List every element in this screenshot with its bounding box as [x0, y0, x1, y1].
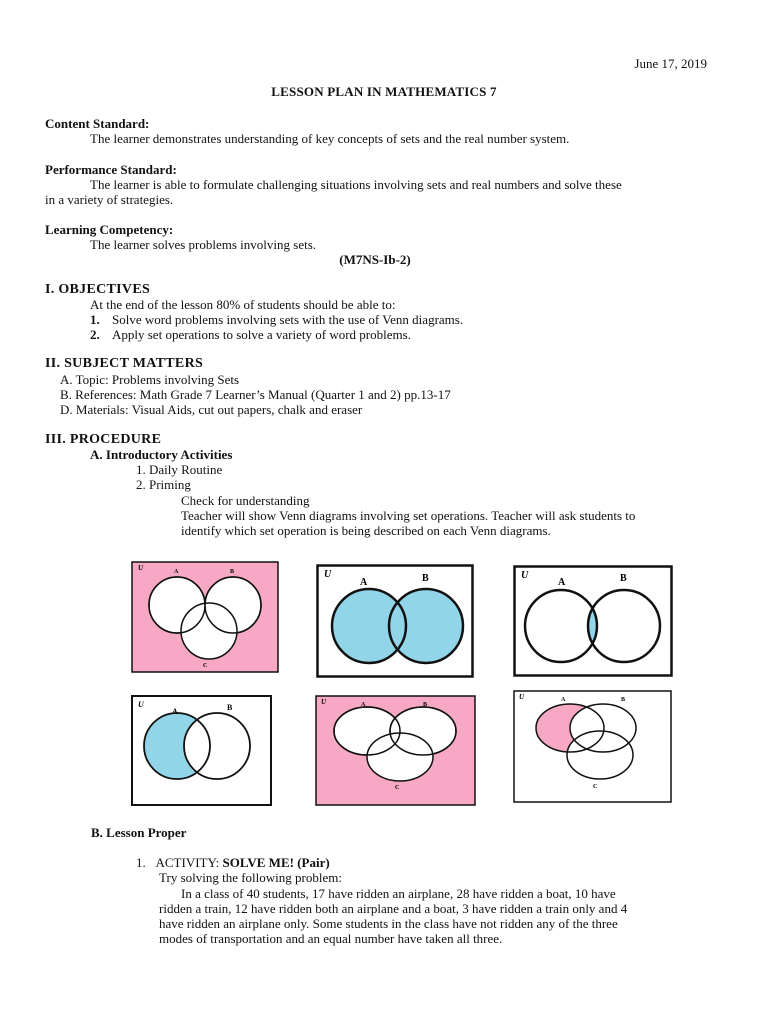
competency-code: (M7NS-Ib-2) — [339, 252, 411, 267]
venn-label-b: B — [423, 702, 428, 708]
performance-standard-line2: in a variety of strategies. — [45, 192, 174, 207]
subject-matters-heading: II. SUBJECT MATTERS — [45, 356, 204, 371]
learning-competency-heading: Learning Competency: — [45, 222, 174, 237]
venn-circle-c — [181, 603, 237, 659]
content-standard-heading: Content Standard: — [45, 116, 150, 131]
venn-label-u: U — [521, 570, 529, 581]
objective-text: Apply set operations to solve a variety of word problems. — [112, 327, 411, 342]
problem-line1: In a class of 40 students, 17 have ridden an airplane, 28 have ridden a boat, 10 have — [181, 886, 616, 901]
performance-standard-heading: Performance Standard: — [45, 162, 177, 177]
venn-label-u: U — [321, 698, 327, 706]
venn-label-a: A — [360, 577, 368, 588]
venn-label-b: B — [620, 573, 627, 584]
objective-number: 1. — [90, 312, 100, 327]
learning-competency-text: The learner solves problems involving sets. — [90, 237, 317, 252]
venn-label-a: A — [361, 702, 366, 708]
venn-diagram-2 — [316, 564, 474, 678]
procedure-description-line2: identify which set operation is being described on each Venn diagrams. — [181, 523, 551, 538]
objective-item — [90, 312, 463, 327]
activity-line — [136, 855, 330, 870]
venn-diagram-3 — [513, 565, 673, 677]
procedure-description-line1: Teacher will show Venn diagrams involving set operations. Teacher will ask students to — [181, 508, 636, 523]
subject-matter-item: B. References: Math Grade 7 Learner’s Manual (Quarter 1 and 2) pp.13-17 — [60, 387, 451, 402]
procedure-heading: III. PROCEDURE — [45, 432, 162, 447]
venn-label-b: B — [227, 703, 233, 712]
venn-label-b: B — [422, 573, 429, 584]
venn-label-a: A — [561, 697, 566, 703]
content-standard-text: The learner demonstrates understanding of key concepts of sets and the real number system. — [90, 131, 570, 146]
venn-diagram-6 — [513, 690, 672, 803]
venn-label-u: U — [324, 569, 332, 580]
objectives-intro: At the end of the lesson 80% of students should be able to: — [90, 297, 396, 312]
performance-standard-line1: The learner is able to formulate challenging situations involving sets and real numbers and solve these — [90, 177, 622, 192]
subject-matter-item: D. Materials: Visual Aids, cut out papers, chalk and eraser — [60, 402, 363, 417]
venn-label-c: C — [395, 785, 400, 791]
objective-number: 2. — [90, 327, 100, 342]
venn-diagram-5 — [315, 695, 476, 806]
subject-matter-item: A. Topic: Problems involving Sets — [60, 372, 240, 387]
venn-diagram-1 — [131, 561, 279, 673]
venn-diagram-4 — [131, 695, 272, 806]
venn-label-u: U — [138, 564, 144, 572]
step-priming: 2. Priming — [136, 477, 191, 492]
document-date: June 17, 2019 — [634, 56, 707, 71]
objective-item — [90, 327, 411, 342]
step-daily-routine: 1. Daily Routine — [136, 462, 223, 477]
problem-line3: have ridden an airplane only. Some students in the class have not ridden any of the three — [159, 916, 618, 931]
venn-label-b: B — [230, 569, 235, 575]
activity-prefix: 1. ACTIVITY: — [136, 855, 223, 870]
venn-label-b: B — [621, 697, 626, 703]
check-understanding: Check for understanding — [181, 493, 310, 508]
venn-label-c: C — [203, 663, 208, 669]
venn-label-c: C — [593, 784, 598, 790]
objective-text: Solve word problems involving sets with the use of Venn diagrams. — [112, 312, 464, 327]
lesson-proper-heading: B. Lesson Proper — [91, 825, 187, 840]
venn-label-a: A — [174, 569, 179, 575]
introductory-activities-heading: A. Introductory Activities — [90, 447, 233, 462]
venn-label-a: A — [172, 707, 178, 716]
venn-label-u: U — [138, 700, 144, 709]
problem-line4: modes of transportation and an equal number have taken all three. — [159, 931, 503, 946]
venn-circle-c — [367, 733, 433, 781]
venn-label-a: A — [558, 577, 566, 588]
page-title: LESSON PLAN IN MATHEMATICS 7 — [271, 84, 497, 99]
activity-instruction: Try solving the following problem: — [159, 870, 342, 885]
activity-name: SOLVE ME! (Pair) — [222, 855, 330, 870]
venn-label-u: U — [519, 693, 525, 701]
objectives-heading: I. OBJECTIVES — [45, 282, 151, 297]
problem-line2: ridden a train, 12 have ridden both an airplane and a boat, 3 have ridden a train only and 4 — [159, 901, 628, 916]
